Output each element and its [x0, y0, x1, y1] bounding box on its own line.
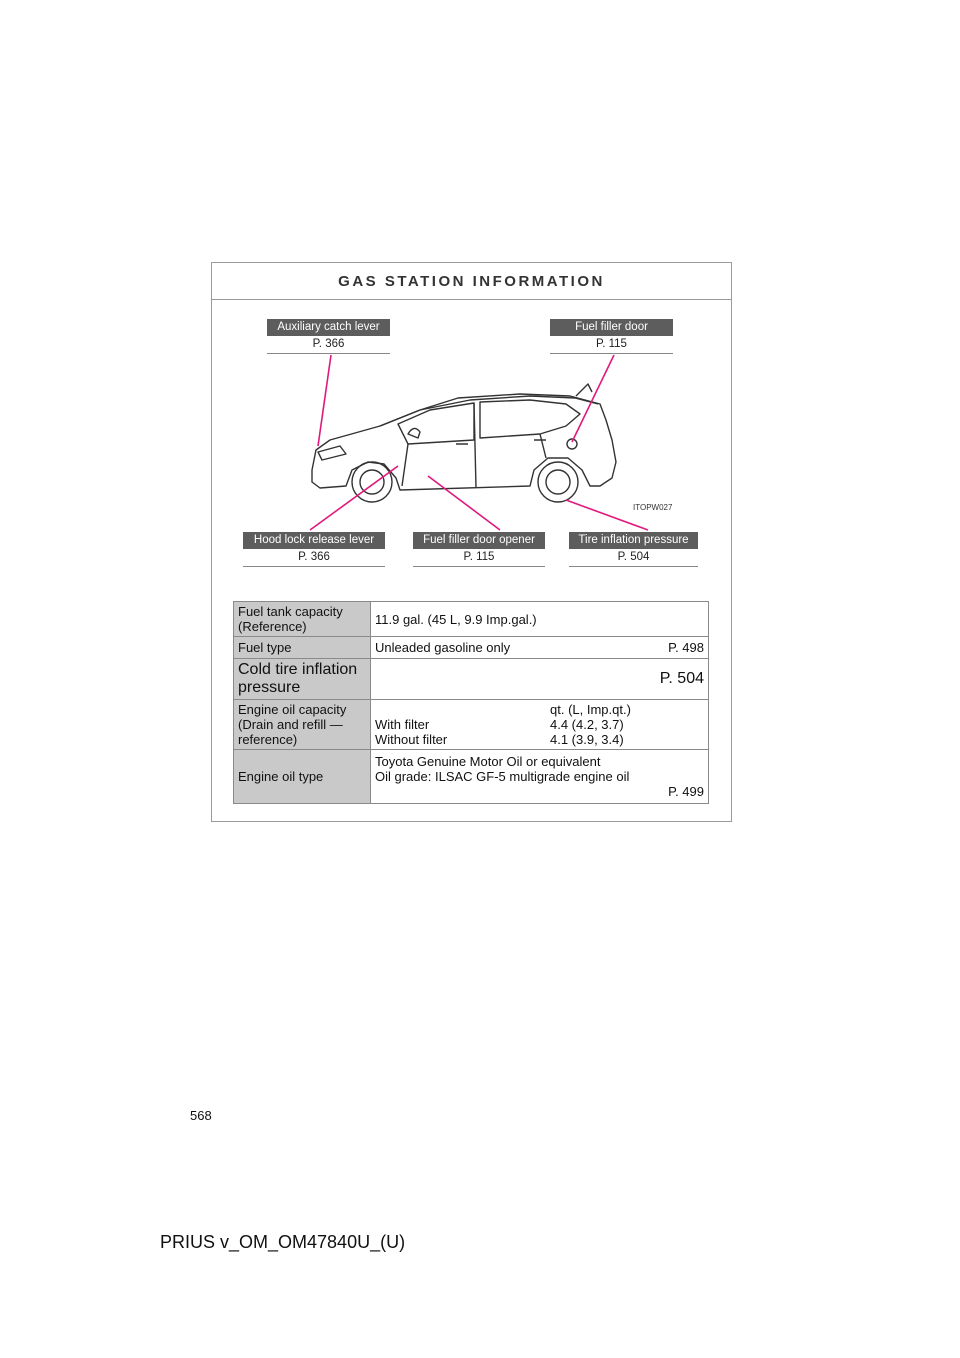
car-mirror — [408, 428, 420, 438]
spec-value-tank: 11.9 gal. (45 L, 9.9 Imp.gal.) — [371, 602, 709, 637]
spec-ref-fuel-type: P. 498 — [668, 640, 704, 655]
callout-label: Fuel filler door opener — [413, 532, 545, 549]
diagram-code: ITOPW027 — [633, 503, 673, 512]
oil-units: qt. (L, Imp.qt.) — [550, 702, 631, 717]
page-number: 568 — [190, 1108, 212, 1123]
callout-ref: P. 115 — [413, 549, 545, 567]
car-windows — [398, 400, 580, 444]
callout-ref: P. 504 — [569, 549, 698, 567]
callout-fuel-filler-door-opener — [413, 532, 545, 567]
car-spoiler — [576, 384, 592, 396]
spec-label-oil-capacity: Engine oil capacity (Drain and refill — reference) — [234, 700, 371, 750]
table-row — [234, 700, 709, 750]
car-headlight — [318, 446, 346, 460]
oil-row-value: 4.4 (4.2, 3.7) — [550, 717, 624, 732]
oil-type-line2: Oil grade: ILSAC GF-5 multigrade engine oil — [375, 769, 630, 784]
callout-ref: P. 366 — [243, 549, 385, 567]
rear-wheel — [538, 462, 578, 502]
callout-label: Tire inflation pressure — [569, 532, 698, 549]
oil-type-line1: Toyota Genuine Motor Oil or equivalent — [375, 754, 601, 769]
leader-aux — [318, 355, 331, 446]
spec-label-fuel-type: Fuel type — [234, 637, 371, 659]
spec-label-tire-pressure: Cold tire inflation pressure — [234, 659, 371, 700]
leader-opener — [428, 476, 500, 530]
oil-row-name: Without filter — [375, 732, 448, 747]
footer-doc-id: PRIUS v_OM_OM47840U_(U) — [160, 1232, 406, 1252]
callout-hood-lock-release-lever — [243, 532, 385, 567]
callout-auxiliary-catch-lever — [267, 319, 390, 354]
oil-row-name: With filter — [375, 717, 430, 732]
callout-fuel-filler-door — [550, 319, 673, 354]
oil-type-ref: P. 499 — [668, 784, 704, 799]
callout-label: Fuel filler door — [550, 319, 673, 336]
oil-row-value: 4.1 (3.9, 3.4) — [550, 732, 624, 747]
spec-label-oil-type: Engine oil type — [234, 750, 371, 804]
panel-title: GAS STATION INFORMATION — [212, 263, 731, 300]
leader-lines — [310, 355, 648, 530]
car-door-lines — [402, 403, 546, 488]
car-body-outline — [312, 394, 616, 490]
car-illustration — [312, 384, 616, 502]
callout-tire-inflation-pressure — [569, 532, 698, 567]
car-roof — [380, 396, 598, 426]
table-row — [234, 637, 709, 659]
table-row — [234, 750, 709, 804]
spec-ref-tire-pressure: P. 504 — [371, 659, 709, 700]
table-row — [234, 602, 709, 637]
spec-value-fuel-type: Unleaded gasoline only — [375, 640, 511, 655]
callout-label: Hood lock release lever — [243, 532, 385, 549]
callout-label: Auxiliary catch lever — [267, 319, 390, 336]
spec-label-tank: Fuel tank capacity (Reference) — [234, 602, 371, 637]
specs-table — [233, 601, 709, 804]
table-row — [234, 659, 709, 700]
callout-ref: P. 115 — [550, 336, 673, 354]
callout-ref: P. 366 — [267, 336, 390, 354]
